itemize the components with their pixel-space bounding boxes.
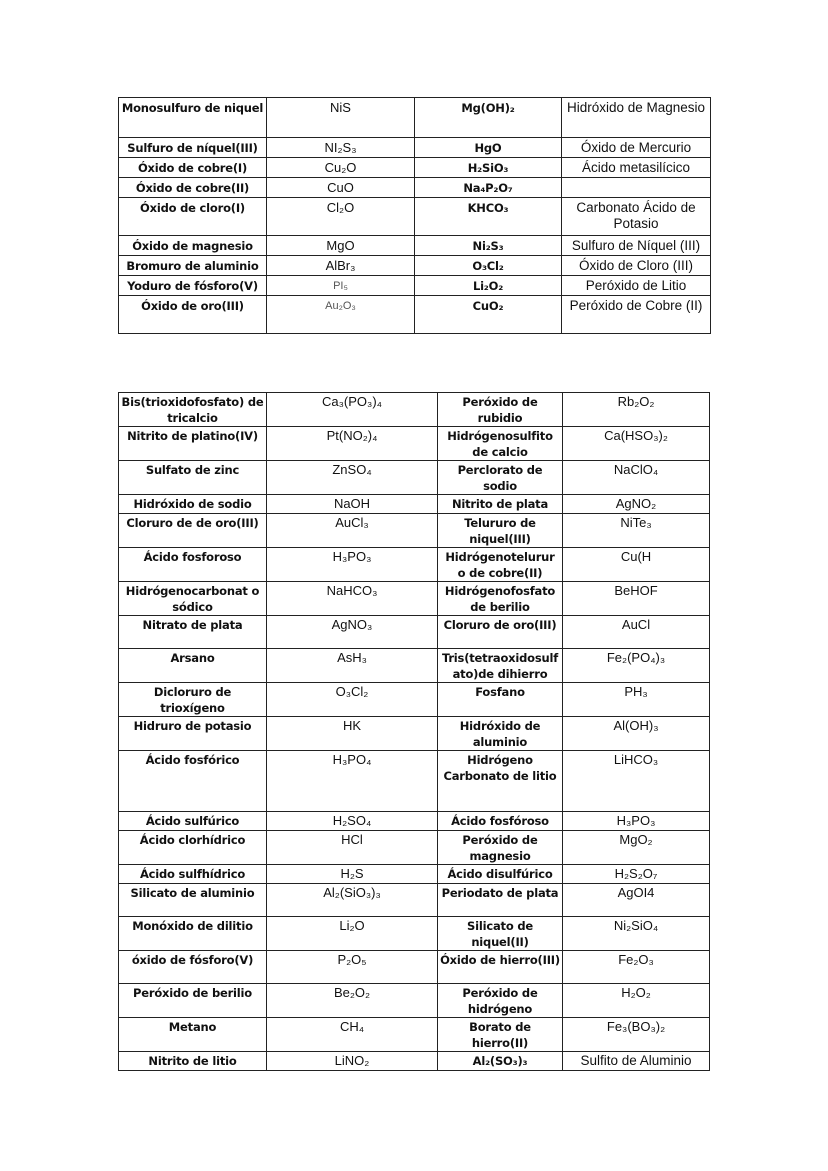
- compound-name: Óxido de oro(III): [119, 296, 267, 334]
- table-row: [119, 1018, 710, 1052]
- table-row: [119, 616, 710, 649]
- compound-formula: MgO: [267, 236, 415, 256]
- compound-name: Periodato de plata: [438, 884, 563, 917]
- compound-name: Arsano: [119, 649, 267, 683]
- compound-formula: Pt(NO₂)₄: [267, 427, 438, 461]
- compound-name: Ácido fosfórico: [119, 751, 267, 812]
- compound-name: Sulfuro de níquel(III): [119, 138, 267, 158]
- compound-formula: NiTe₃: [563, 514, 710, 548]
- compound-formula: AgNO₃: [267, 616, 438, 649]
- table-row: [119, 984, 710, 1018]
- compound-formula: Rb₂O₂: [563, 393, 710, 427]
- compound-name: Ácido fosforoso: [119, 548, 267, 582]
- compound-formula: O₃Cl₂: [267, 683, 438, 717]
- compound-name: Sulfito de Aluminio: [563, 1052, 710, 1071]
- table-row: [119, 717, 710, 751]
- compound-name: Óxido de cloro(I): [119, 198, 267, 236]
- table-row: [119, 98, 711, 138]
- compound-formula: Ca(HSO₃)₂: [563, 427, 710, 461]
- compound-formula: Au₂O₃: [267, 296, 415, 334]
- table-row: [119, 158, 711, 178]
- table-row: [119, 1052, 710, 1071]
- table-row: [119, 683, 710, 717]
- compound-formula: NaOH: [267, 495, 438, 514]
- compound-name: Silicato de niquel(II): [438, 917, 563, 951]
- compound-name: Peróxido de magnesio: [438, 831, 563, 865]
- compound-formula: CuO: [267, 178, 415, 198]
- compound-formula: NaHCO₃: [267, 582, 438, 616]
- compound-formula: NaClO₄: [563, 461, 710, 495]
- compound-name: Ácido fosfóroso: [438, 812, 563, 831]
- compound-name: Yoduro de fósforo(V): [119, 276, 267, 296]
- compound-formula: Be₂O₂: [267, 984, 438, 1018]
- compounds-table-1: [118, 97, 711, 334]
- compound-name: Cloruro de oro(III): [438, 616, 563, 649]
- compound-formula: Mg(OH)₂: [415, 98, 562, 138]
- compound-name: Bis(trioxidofosfato) de tricalcio: [119, 393, 267, 427]
- compound-name: Nitrito de plata: [438, 495, 563, 514]
- compound-formula: MgO₂: [563, 831, 710, 865]
- table-row: [119, 884, 710, 917]
- table-row: [119, 812, 710, 831]
- compound-formula: O₃Cl₂: [415, 256, 562, 276]
- compound-name: Hidróxido de aluminio: [438, 717, 563, 751]
- compound-name: Peróxido de Litio: [562, 276, 711, 296]
- compound-name: Hidrógenotelurur o de cobre(II): [438, 548, 563, 582]
- compound-formula: Ca₃(PO₃)₄: [267, 393, 438, 427]
- compound-name: Metano: [119, 1018, 267, 1052]
- table-row: [119, 198, 711, 236]
- compound-formula: AuCl: [563, 616, 710, 649]
- compound-name: Óxido de cobre(I): [119, 158, 267, 178]
- compound-name: óxido de fósforo(V): [119, 951, 267, 984]
- compound-name: Nitrito de platino(IV): [119, 427, 267, 461]
- compound-name: Hidróxido de Magnesio: [562, 98, 711, 138]
- compound-name: Ácido sulfúrico: [119, 812, 267, 831]
- compound-name: Óxido de Cloro (III): [562, 256, 711, 276]
- compounds-table-2: [118, 392, 710, 1071]
- compound-name: Peróxido de Cobre (II): [562, 296, 711, 334]
- compound-name: Borato de hierro(II): [438, 1018, 563, 1052]
- compound-formula: CuO₂: [415, 296, 562, 334]
- compound-formula: Al₂(SO₃)₃: [438, 1052, 563, 1071]
- table-row: [119, 427, 710, 461]
- compound-name: Hidrógenofosfato de berilio: [438, 582, 563, 616]
- compound-formula: HK: [267, 717, 438, 751]
- compound-formula: Cl₂O: [267, 198, 415, 236]
- compound-name: Perclorato de sodio: [438, 461, 563, 495]
- table-row: [119, 582, 710, 616]
- compound-name: Hidrógenocarbonat o sódico: [119, 582, 267, 616]
- compound-formula: AgOI4: [563, 884, 710, 917]
- compound-name: Hidrógenosulfito de calcio: [438, 427, 563, 461]
- compound-formula: Cu₂O: [267, 158, 415, 178]
- compound-name: Sulfato de zinc: [119, 461, 267, 495]
- table-row: [119, 178, 711, 198]
- compound-name: Hidruro de potasio: [119, 717, 267, 751]
- table-row: [119, 548, 710, 582]
- compound-formula: AuCl₃: [267, 514, 438, 548]
- compound-formula: NI₂S₃: [267, 138, 415, 158]
- compound-name: Nitrito de litio: [119, 1052, 267, 1071]
- compound-formula: H₂SO₄: [267, 812, 438, 831]
- compound-formula: H₃PO₃: [563, 812, 710, 831]
- compound-name: Silicato de aluminio: [119, 884, 267, 917]
- table-row: [119, 256, 711, 276]
- compound-formula: Fe₂O₃: [563, 951, 710, 984]
- compound-formula: Ni₂S₃: [415, 236, 562, 256]
- compound-formula: ZnSO₄: [267, 461, 438, 495]
- compound-formula: H₃PO₃: [267, 548, 438, 582]
- compound-name: Monóxido de dilitio: [119, 917, 267, 951]
- compound-formula: Al(OH)₃: [563, 717, 710, 751]
- compound-formula: H₂SiO₃: [415, 158, 562, 178]
- table-row: [119, 461, 710, 495]
- compound-formula: Na₄P₂O₇: [415, 178, 562, 198]
- table-row: [119, 831, 710, 865]
- compound-name: Óxido de Mercurio: [562, 138, 711, 158]
- compound-formula: P₂O₅: [267, 951, 438, 984]
- compound-name: Monosulfuro de niquel: [119, 98, 267, 138]
- compound-formula: LiHCO₃: [563, 751, 710, 812]
- compound-formula: KHCO₃: [415, 198, 562, 236]
- compound-name: Ácido disulfúrico: [438, 865, 563, 884]
- compound-name: Tris(tetraoxidosulf ato)de dihierro: [438, 649, 563, 683]
- compound-name: Ácido sulfhídrico: [119, 865, 267, 884]
- compound-formula: Fe₂(PO₄)₃: [563, 649, 710, 683]
- compound-formula: HgO: [415, 138, 562, 158]
- table-row: [119, 495, 710, 514]
- compound-name: Peróxido de berilio: [119, 984, 267, 1018]
- table-row: [119, 751, 710, 812]
- compound-formula: Cu(H: [563, 548, 710, 582]
- compound-name: Óxido de cobre(II): [119, 178, 267, 198]
- compound-formula: CH₄: [267, 1018, 438, 1052]
- compound-formula: Li₂O: [267, 917, 438, 951]
- compound-formula: Ni₂SiO₄: [563, 917, 710, 951]
- compound-formula: PI₅: [267, 276, 415, 296]
- compound-name: Ácido clorhídrico: [119, 831, 267, 865]
- compound-formula: AsH₃: [267, 649, 438, 683]
- compound-formula: HCl: [267, 831, 438, 865]
- compound-name: [562, 178, 711, 198]
- compound-name: Carbonato Ácido de Potasio: [562, 198, 711, 236]
- table-row: [119, 865, 710, 884]
- compound-formula: Li₂O₂: [415, 276, 562, 296]
- table-row: [119, 649, 710, 683]
- compound-formula: H₂O₂: [563, 984, 710, 1018]
- compound-formula: NiS: [267, 98, 415, 138]
- compound-formula: BeHOF: [563, 582, 710, 616]
- compound-name: Ácido metasilícico: [562, 158, 711, 178]
- compound-formula: Al₂(SiO₃)₃: [267, 884, 438, 917]
- compound-name: Hidrógeno Carbonato de litio: [438, 751, 563, 812]
- table-row: [119, 393, 710, 427]
- compound-formula: LiNO₂: [267, 1052, 438, 1071]
- table-row: [119, 951, 710, 984]
- compound-formula: Fe₃(BO₃)₂: [563, 1018, 710, 1052]
- table-row: [119, 138, 711, 158]
- compound-name: Telururo de niquel(III): [438, 514, 563, 548]
- compound-name: Sulfuro de Níquel (III): [562, 236, 711, 256]
- compound-name: Peróxido de rubidio: [438, 393, 563, 427]
- compound-formula: AgNO₂: [563, 495, 710, 514]
- compound-name: Cloruro de de oro(III): [119, 514, 267, 548]
- compound-name: Bromuro de aluminio: [119, 256, 267, 276]
- compound-formula: PH₃: [563, 683, 710, 717]
- compound-name: Nitrato de plata: [119, 616, 267, 649]
- table-row: [119, 514, 710, 548]
- table-row: [119, 296, 711, 334]
- compound-formula: H₃PO₄: [267, 751, 438, 812]
- compound-name: Óxido de magnesio: [119, 236, 267, 256]
- compound-formula: H₂S₂O₇: [563, 865, 710, 884]
- compound-name: Dicloruro de trioxígeno: [119, 683, 267, 717]
- compound-name: Peróxido de hidrógeno: [438, 984, 563, 1018]
- compound-formula: H₂S: [267, 865, 438, 884]
- table-row: [119, 276, 711, 296]
- compound-name: Hidróxido de sodio: [119, 495, 267, 514]
- compound-name: Óxido de hierro(III): [438, 951, 563, 984]
- table-row: [119, 236, 711, 256]
- compound-name: Fosfano: [438, 683, 563, 717]
- compound-formula: AlBr₃: [267, 256, 415, 276]
- table-row: [119, 917, 710, 951]
